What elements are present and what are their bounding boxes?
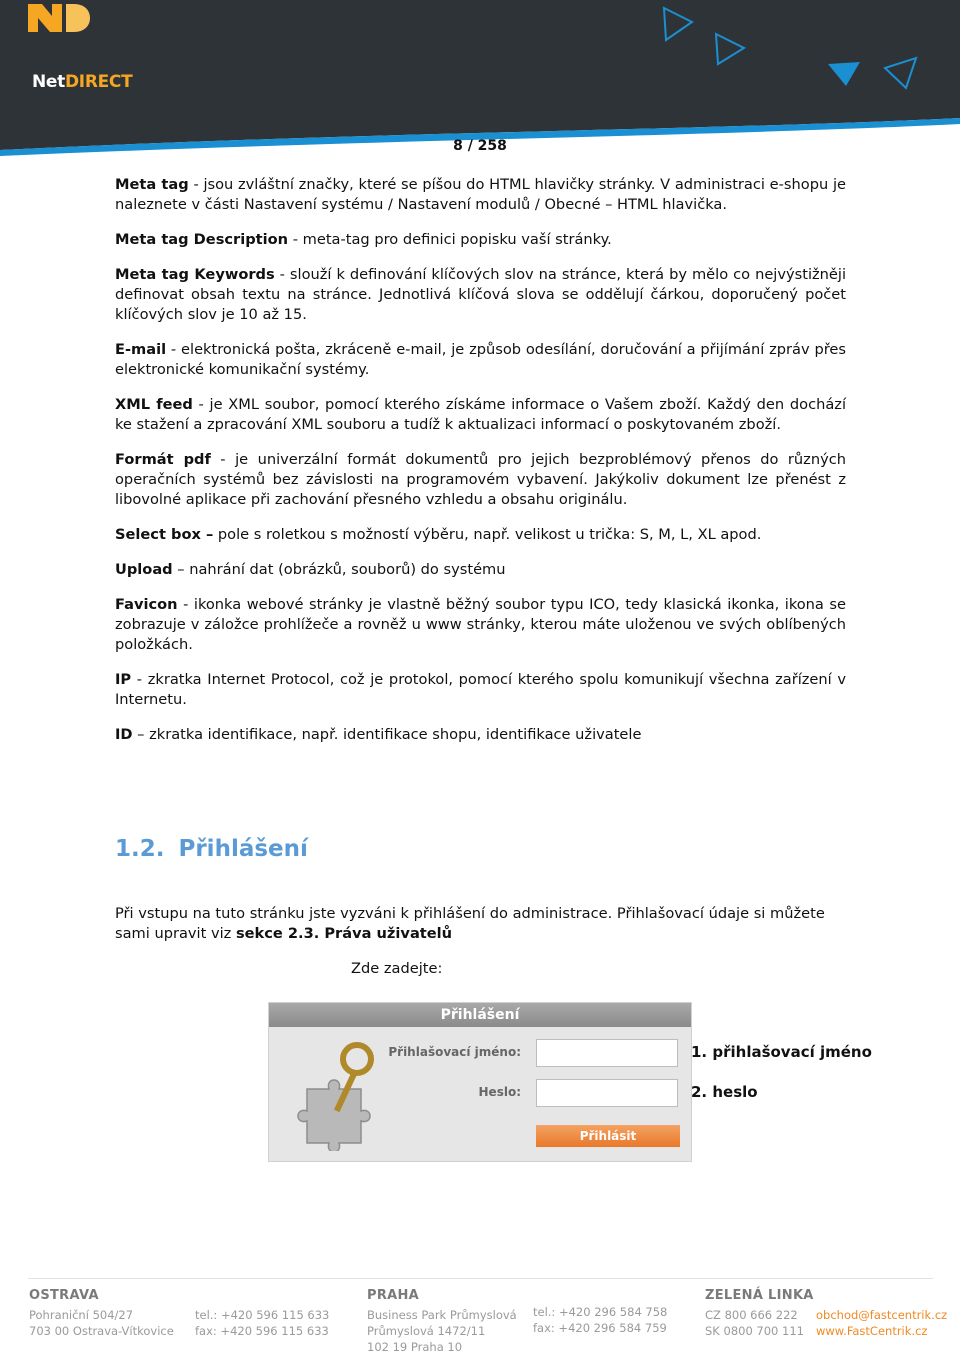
netdirect-logo-icon (0, 0, 110, 50)
password-input[interactable] (536, 1079, 678, 1107)
page-number: 8 / 258 (453, 138, 507, 154)
glossary-item: Favicon - ikonka webové stránky je vlastně běžný soubor typu ICO, tedy klasická ikonka, ikona se zobrazuje v záložce prohlížeče a rovněž u www stránky, kterou máte uloženou ve svých oblíbených položkách. (115, 596, 846, 653)
glossary-item: E-mail - elektronická pošta, zkráceně e-mail, je způsob odesílání, doručování a přijímání zpráv přes elektronické komunikační systémy. (115, 341, 846, 378)
login-panel-title: Přihlášení (269, 1003, 691, 1027)
header-background (0, 0, 960, 160)
glossary-item: Meta tag Description - meta-tag pro definici popisku vaší stránky. (115, 231, 612, 248)
footer-ostrava: OSTRAVA Pohraniční 504/27 703 00 Ostrava-Vítkovice (29, 1288, 174, 1338)
intro-paragraph: Při vstupu na tuto stránku jste vyzváni k přihlášení do administrace. Přihlašovací údaje si můžete sami upravit viz sekce 2.3. Práva uživatelů (115, 905, 825, 942)
glossary-item: Meta tag Keywords - slouží k definování klíčových slov na stránce, která by mělo co nejvýstižněji definovat obsah textu na stránce. Jednotlivá klíčová slova se oddělují čárkou, doporučený počet klíčových slov je 10 až 15. (115, 266, 846, 323)
username-input[interactable] (536, 1039, 678, 1067)
glossary-item: Select box – pole s roletkou s možností výběru, např. velikost u trička: S, M, L, XL apod. (115, 526, 762, 543)
footer-divider (28, 1278, 933, 1279)
footer-links (816, 1307, 947, 1339)
footer-email-link[interactable]: obchod@fastcentrik.cz (816, 1308, 948, 1322)
glossary-content (115, 175, 846, 760)
footer-ostrava-contact: tel.: +420 596 115 633 fax: +420 596 115 633 (195, 1308, 330, 1338)
footer-praha: PRAHA Business Park Průmyslová Průmyslová 1472/11 102 19 Praha 10 (367, 1288, 517, 1354)
zde-label: Zde zadejte: (351, 960, 443, 977)
section-title: Přihlášení (178, 836, 308, 862)
glossary-item: IP - zkratka Internet Protocol, což je protokol, pomocí kterého spolu komunikují všechna zařízení v Internetu. (115, 671, 846, 708)
page-header (0, 0, 960, 160)
password-label: Heslo: (478, 1085, 521, 1099)
glossary-item: XML feed - je XML soubor, pomocí kterého získáme informace o Vašem zboží. Každý den dochází ke stažení a zpracování XML souboru a tudíž k aktualizaci informací o poskytovaném zboží. (115, 396, 846, 433)
glossary-item: Upload – nahrání dat (obrázků, souborů) do systému (115, 561, 506, 578)
page-footer (0, 1278, 960, 1354)
glossary-item: ID – zkratka identifikace, např. identifikace shopu, identifikace uživatele (115, 726, 642, 743)
section-number: 1.2. (115, 836, 165, 862)
section-heading (115, 836, 308, 862)
login-submit-button[interactable]: Přihlásit (536, 1125, 680, 1147)
footer-zelena-linka: ZELENÁ LINKA CZ 800 666 222 SK 0800 700 111 (705, 1288, 814, 1338)
callout-password: 2. heslo (691, 1083, 758, 1101)
logo-text: NetDIRECT (32, 72, 133, 92)
login-panel (268, 1002, 692, 1162)
footer-web-link[interactable]: www.FastCentrik.cz (816, 1324, 928, 1338)
section-reference: sekce 2.3. Práva uživatelů (235, 925, 453, 942)
glossary-item: Meta tag - jsou zvláštní značky, které se píšou do HTML hlavičky stránky. V administraci e-shopu je naleznete v části Nastavení systému / Nastavení modulů / Obecné – HTML hlavička. (115, 176, 846, 213)
footer-praha-contact: tel.: +420 296 584 758 fax: +420 296 584 759 (533, 1305, 668, 1335)
username-label: Přihlašovací jméno: (388, 1045, 521, 1059)
callout-username: 1. přihlašovací jméno (691, 1043, 872, 1061)
glossary-item: Formát pdf - je univerzální formát dokumentů pro jejich bezproblémový přenos do různých operačních systémů bez závislosti na programovém vybavení. Jakýkoliv dokument lze přenést z libovolné aplikace při zachování přesného vzhledu a obsahu originálu. (115, 451, 846, 508)
